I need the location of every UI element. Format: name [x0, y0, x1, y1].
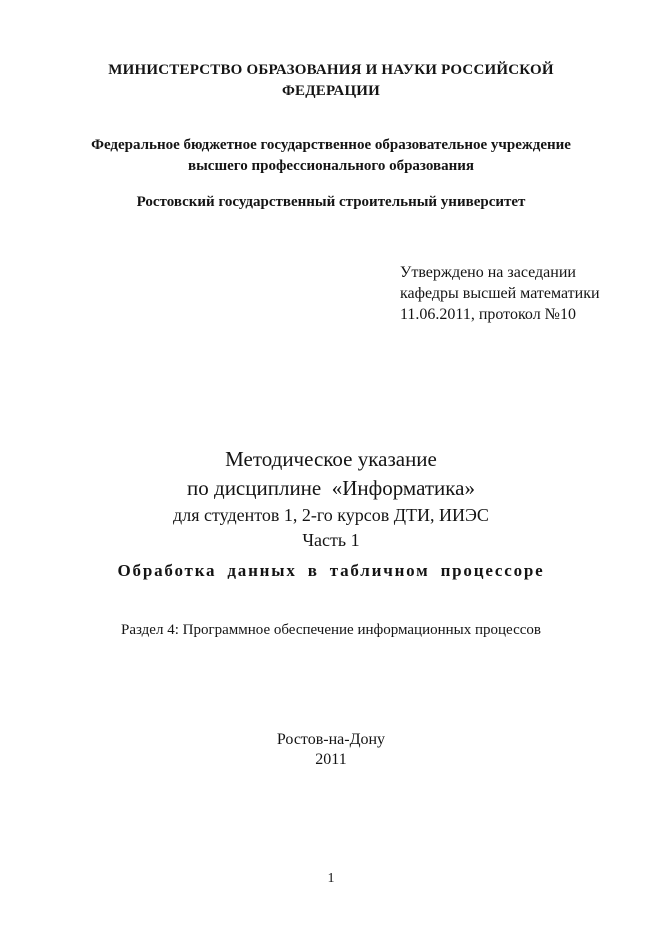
institution-heading [0, 135, 662, 177]
title-line-1: Методическое указание [225, 447, 437, 471]
institution-heading-line-2: высшего профессионального образования [187, 158, 474, 174]
document-title-block [0, 445, 662, 553]
approval-line-3: 11.06.2011, протокол №10 [400, 306, 576, 323]
ministry-heading [0, 60, 662, 102]
approval-line-1: Утверждено на заседании [400, 264, 576, 281]
approval-note [400, 262, 600, 325]
imprint-city: Ростов-на-Дону [276, 731, 386, 748]
ministry-heading-line-2: ФЕДЕРАЦИИ [281, 83, 381, 99]
title-line-3: для студентов 1, 2-го курсов ДТИ, ИИЭС [173, 505, 489, 525]
subject-title: Обработка данных в табличном процессоре [117, 561, 545, 580]
title-line-2: по дисциплине «Информатика» [187, 476, 475, 500]
university-name: Ростовский государственный строительный университет [136, 194, 526, 210]
page-number: 1 [327, 871, 335, 886]
imprint-year: 2011 [315, 751, 347, 768]
institution-heading-line-1: Федеральное бюджетное государственное образовательное учреждение [91, 137, 571, 153]
imprint-block [0, 730, 662, 770]
approval-line-2: кафедры высшей математики [400, 285, 600, 302]
ministry-heading-line-1: МИНИСТЕРСТВО ОБРАЗОВАНИЯ И НАУКИ РОССИЙСКОЙ [108, 62, 554, 78]
section-line: Раздел 4: Программное обеспечение информационных процессов [121, 622, 541, 638]
title-line-4: Часть 1 [302, 530, 360, 550]
